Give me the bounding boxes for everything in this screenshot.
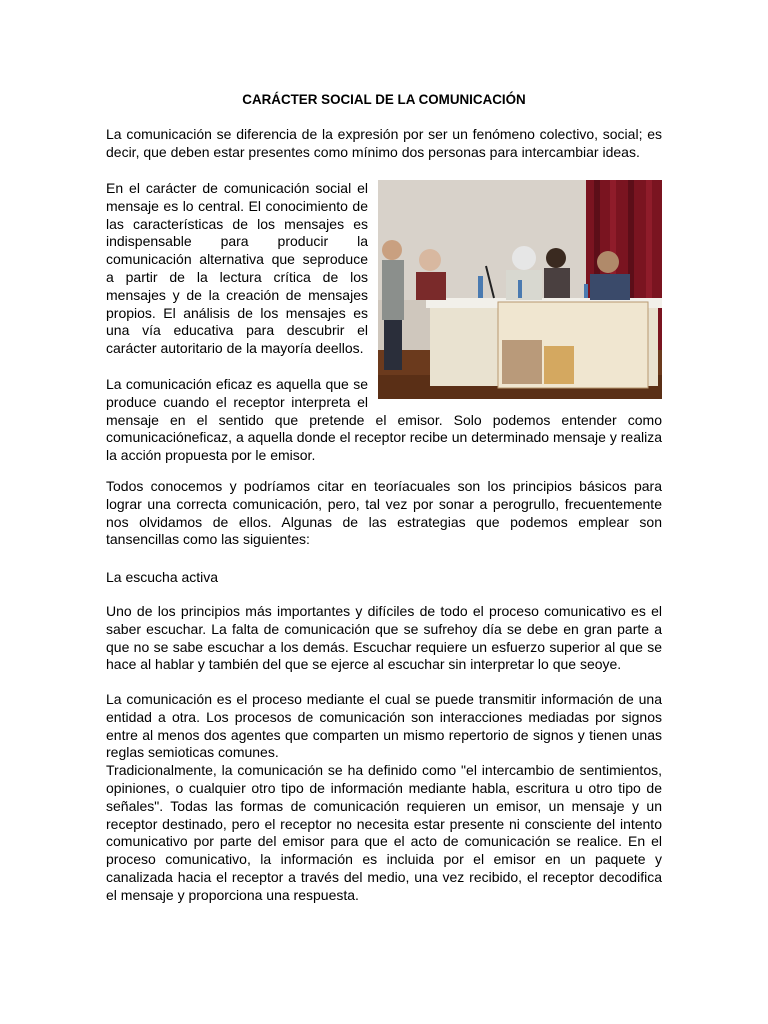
section-heading-text: La escucha activa: [106, 569, 219, 585]
section-heading: [106, 569, 662, 587]
seminar-photo: [378, 180, 662, 399]
paragraph-text: La comunicación es el proceso mediante el cual se puede transmitir información de una entidad a otra. Los procesos de comunicación son interacciones mediadas por signos entre al menos dos agentes que comparten un mismo repertorio de signos y tienen unas reglas semioticas comunes.: [106, 691, 662, 761]
paragraph-definition: [106, 691, 662, 905]
paragraph-principles: [106, 478, 662, 549]
paragraph-intro: [106, 126, 662, 162]
paragraph-text: Todos conocemos y podríamos citar en teoríacuales son los principios básicos para lograr una correcta comunicación, pero, tal vez por sonar a perogrullo, frecuentemente nos olvidamos de ellos. Algunas de las estrategias que podemos emplear son tansencillas como las siguientes:: [106, 478, 662, 548]
paragraph-text: Tradicionalmente, la comunicación se ha definido como "el intercambio de sentimientos, opiniones, o cualquier otro tipo de información mediante habla, escritura u otro tipo de señales". Todas las formas de comunicación requieren un emisor, un mensaje y un receptor destinado, pero el receptor no necesita estar presente ni consciente del intento comunicativo por parte del emisor para que el acto de comunicación se realice. En el proceso comunicativo, la información es incluida por el emisor en un paquete y canalizada hacia el receptor a través del medio, una vez recibido, el receptor decodifica el mensaje y proporciona una respuesta.: [106, 762, 662, 903]
paragraph-text: En el carácter de comunicación social el mensaje es lo central. El conocimiento de las características de los mensajes es indispensable para producir la comunicación alternativa que seproduce a partir de la lectura crítica de los mensajes y de la creación de mensajes propios. El análisis de los mensajes es una vía educativa para descubrir el carácter autoritario de la mayoría deellos.: [106, 180, 368, 357]
paragraph-text: Uno de los principios más importantes y difíciles de todo el proceso comunicativo es el saber escuchar. La falta de comunicación que se sufrehoy día se debe en gran parte a que no se sabe escuchar a los demás. Escuchar requiere un esfuerzo superior al que se hace al hablar y también del que se ejerce al escuchar sin interpretar lo que seoye.: [106, 603, 662, 673]
paragraph-text: La comunicación se diferencia de la expresión por ser un fenómeno colectivo, social; es decir, que deben estar presentes como mínimo dos personas para intercambiar ideas.: [106, 126, 662, 160]
document-title: CARÁCTER SOCIAL DE LA COMUNICACIÓN: [242, 92, 526, 107]
paragraph-text: La comunicación eficaz es aquella que se produce cuando el receptor interpreta el mensaje en el sentido que pretende el emisor. Solo podemos entender como comunicacióneficaz, a aquella donde el receptor recibe un determinado mensaje y realiza la acción propuesta por le emisor.: [106, 375, 662, 464]
float-section: [106, 180, 662, 465]
paragraph-listening: [106, 603, 662, 674]
